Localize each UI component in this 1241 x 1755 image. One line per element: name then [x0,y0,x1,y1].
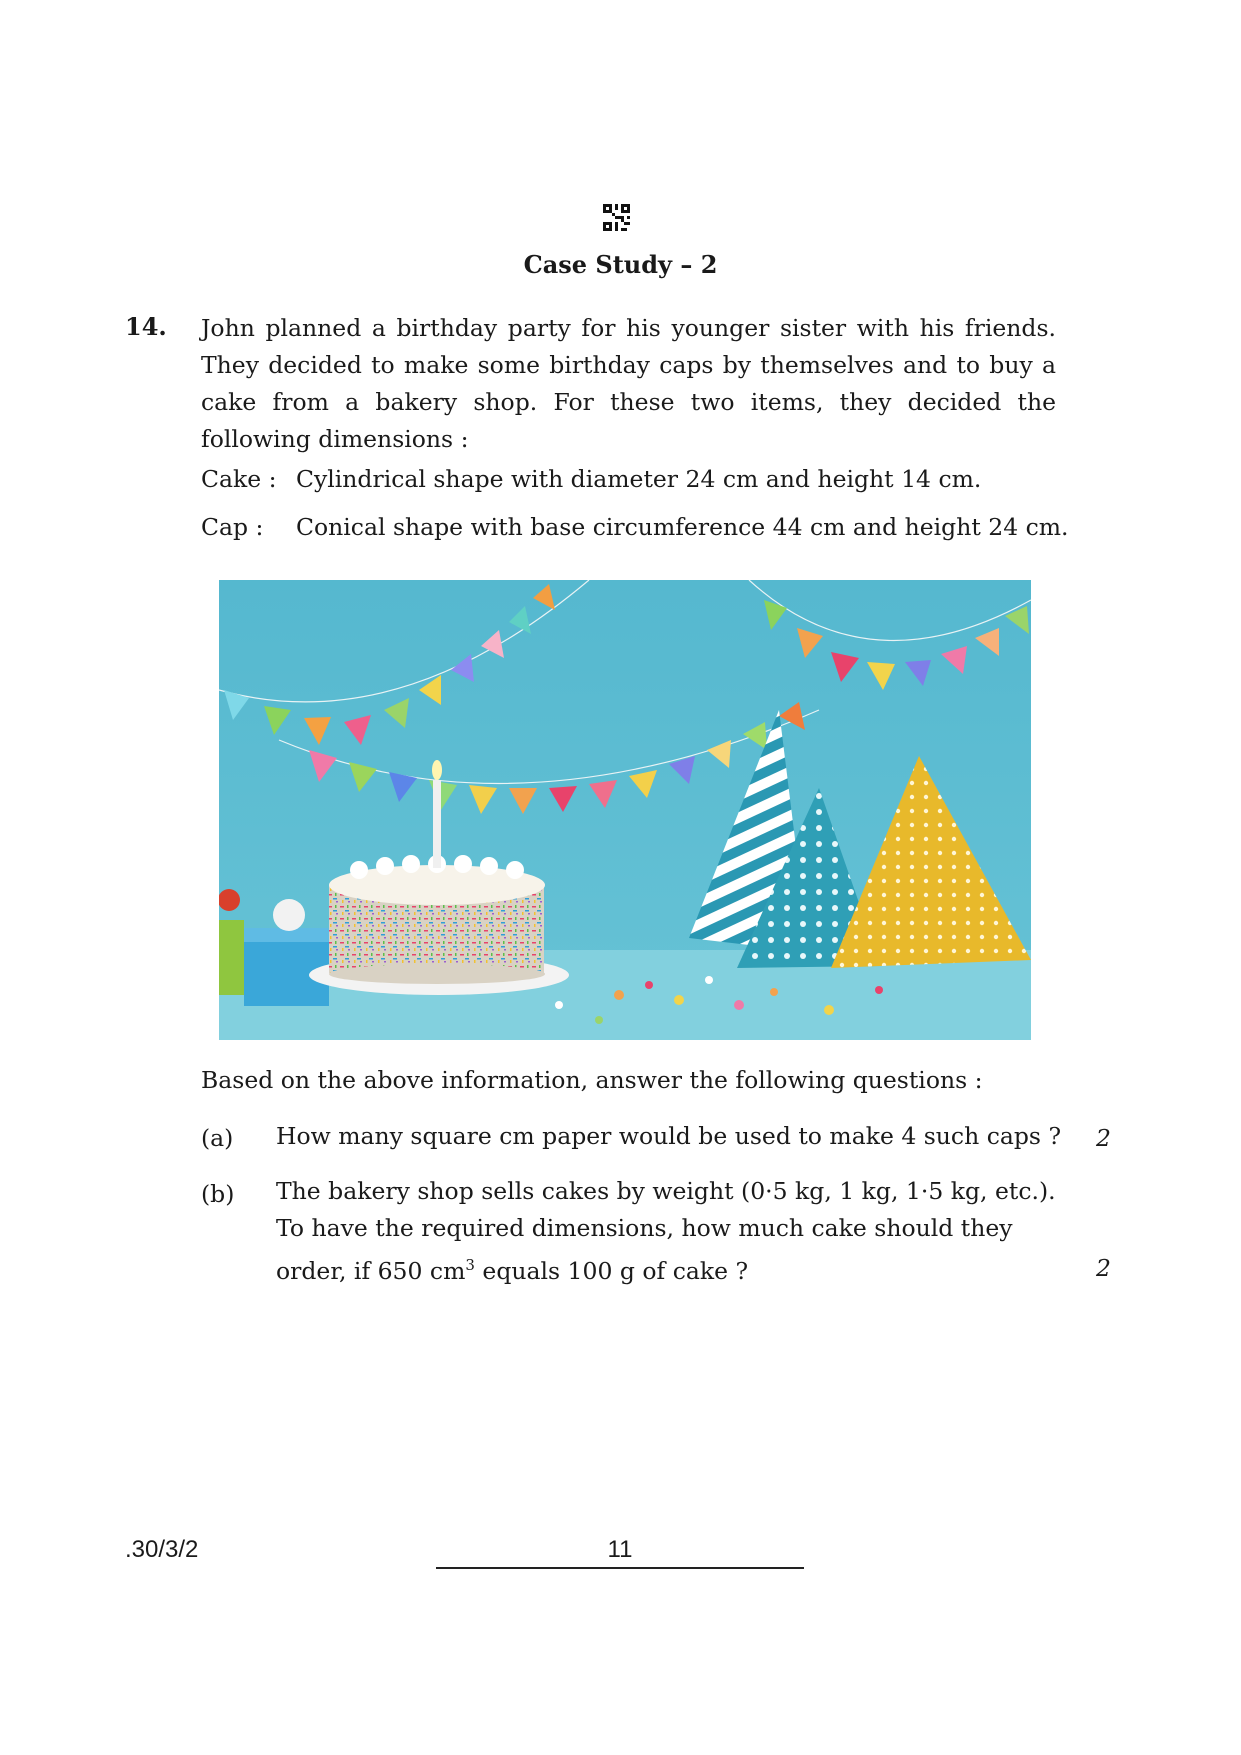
page-number: 11 [607,1536,633,1563]
sub-question-b [276,1173,1066,1290]
birthday-party-photo [219,580,1031,1040]
sub-question-label: (a) [201,1124,234,1152]
marks-a: 2 [1096,1124,1111,1152]
paper-code: .30/3/2 [125,1536,199,1563]
sub-question-b-text: The bakery shop sells cakes by weight (0·5 kg, 1 kg, 1·5 kg, etc.). To have the required dimensions, how much cake should they order, if 650 cm [276,1177,1056,1285]
qr-code-icon [603,204,630,231]
sub-question-a: How many square cm paper would be used to make 4 such caps ? [276,1122,1062,1150]
sub-question-b-text-end: equals 100 g of cake ? [474,1256,749,1285]
dimension-text: Conical shape with base circumference 44 cm and height 24 cm. [296,513,1069,541]
superscript: 3 [465,1256,475,1274]
dimension-cap [201,513,1069,541]
footer-rule [436,1567,804,1569]
marks-b: 2 [1096,1254,1111,1282]
dimension-text: Cylindrical shape with diameter 24 cm and height 14 cm. [296,465,982,493]
dimension-label: Cap : [201,513,264,541]
dimension-label: Cake : [201,465,277,493]
section-title: Case Study – 2 [523,250,718,279]
sub-question-label: (b) [201,1180,235,1208]
dimension-cake [201,465,981,493]
answer-prompt: Based on the above information, answer the following questions : [201,1066,983,1094]
question-intro: John planned a birthday party for his younger sister with his friends. They decided to make some birthday caps by themselves and to buy a cake from a bakery shop. For these two items, they decided the following dimensions : [201,314,1056,453]
question-number: 14. [125,312,167,341]
